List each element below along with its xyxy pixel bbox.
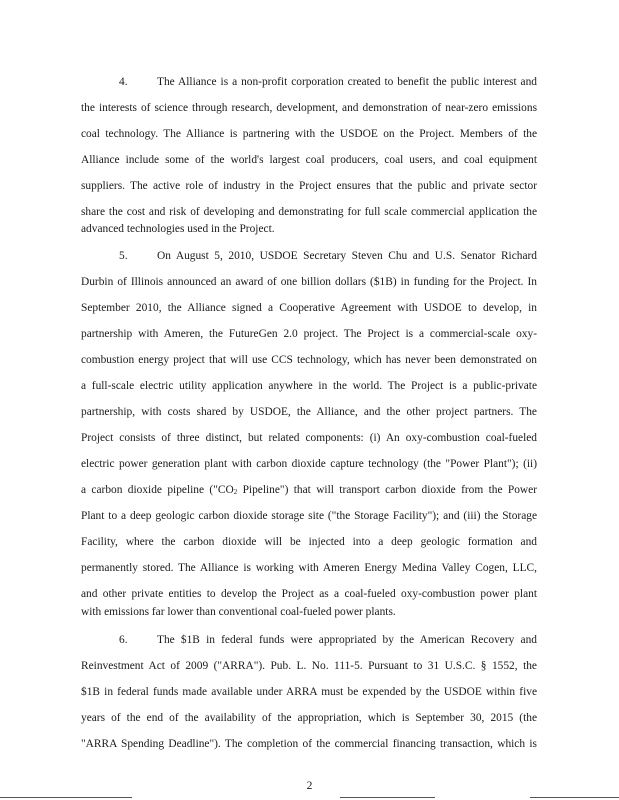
paragraph-6-text: The $1B in federal funds were appropriated by the American Recovery and [157,634,537,646]
paragraph-5-line-10 [81,483,537,497]
paragraph-4-line-1 [81,75,537,89]
paragraph-5-line-3: September 2010, the Alliance signed a Cooperative Agreement with USDOE to develop, in [81,302,537,314]
page-number: 2 [306,780,313,792]
footer-rule-left [0,797,132,798]
footer-rule-right [530,797,619,798]
paragraph-5-line-1 [81,249,537,263]
paragraph-5-line-4: partnership with Ameren, the FutureGen 2.0 project. The Project is a commercial-scale oxy- [81,328,537,340]
paragraph-6-line-2: Reinvestment Act of 2009 ("ARRA"). Pub. L. No. 111-5. Pursuant to 31 U.S.C. § 1552, the [81,660,537,672]
paragraph-6-line-1 [81,633,537,647]
paragraph-6-number: 6. [119,634,128,646]
paragraph-6-line-3: $1B in federal funds made available under ARRA must be expended by the USDOE within five [81,686,537,698]
footer-rule-middle [340,797,435,798]
paragraph-6-line-4: years of the end of the availability of the appropriation, which is September 30, 2015 (the [81,712,537,724]
paragraph-5-line-9: electric power generation plant with carbon dioxide capture technology (the "Power Plant"); (ii) [81,458,537,470]
paragraph-4-line-2: the interests of science through research, development, and demonstration of near-zero emissions [81,102,537,114]
paragraph-5-line-11: Plant to a deep geologic carbon dioxide storage site ("the Storage Facility"); and (iii) the Storage [81,510,537,522]
paragraph-5-line-12: Facility, where the carbon dioxide will be injected into a deep geologic formation and [81,536,537,548]
paragraph-5-line-8: Project consists of three distinct, but related components: (i) An oxy-combustion coal-fueled [81,432,537,444]
paragraph-4-line-3: coal technology. The Alliance is partnering with the USDOE on the Project. Members of the [81,128,537,140]
paragraph-5-line-14: and other private entities to develop the Project as a coal-fueled oxy-combustion power plant [81,588,537,600]
co2-subscript: 2 [233,488,238,496]
paragraph-5-line-7: partnership, with costs shared by USDOE, the Alliance, and the other project partners. The [81,406,537,418]
paragraph-5-line-15: with emissions far lower than conventional coal-fueled power plants. [81,606,396,618]
paragraph-5-number: 5. [119,250,128,262]
paragraph-6-line-5: "ARRA Spending Deadline"). The completion of the commercial financing transaction, which is [81,738,537,750]
paragraph-4-line-6: share the cost and risk of developing and demonstrating for full scale commercial application the [81,206,537,218]
paragraph-5-line-13: permanently stored. The Alliance is working with Ameren Energy Medina Valley Cogen, LLC, [81,562,537,574]
co2-pipeline-prefix: a carbon dioxide pipeline ("CO [81,484,234,496]
paragraph-4-line-4: Alliance include some of the world's largest coal producers, coal users, and coal equipment [81,154,537,166]
paragraph-4-line-5: suppliers. The active role of industry in the Project ensures that the public and private sector [81,180,537,192]
paragraph-5-line-5: combustion energy project that will use CCS technology, which has never been demonstrated on [81,354,537,366]
paragraph-4-line-7: advanced technologies used in the Project. [81,223,275,235]
paragraph-5-line-2: Durbin of Illinois announced an award of one billion dollars ($1B) in funding for the Project. In [81,276,537,288]
paragraph-5-text: On August 5, 2010, USDOE Secretary Steven Chu and U.S. Senator Richard [157,250,537,262]
paragraph-4-number: 4. [119,76,128,88]
paragraph-4-text: The Alliance is a non-profit corporation created to benefit the public interest and [157,76,537,88]
co2-pipeline-suffix: Pipeline") that will transport carbon dioxide from the Power [237,484,538,496]
paragraph-5-line-6: a full-scale electric utility application anywhere in the world. The Project is a public-private [81,380,537,392]
